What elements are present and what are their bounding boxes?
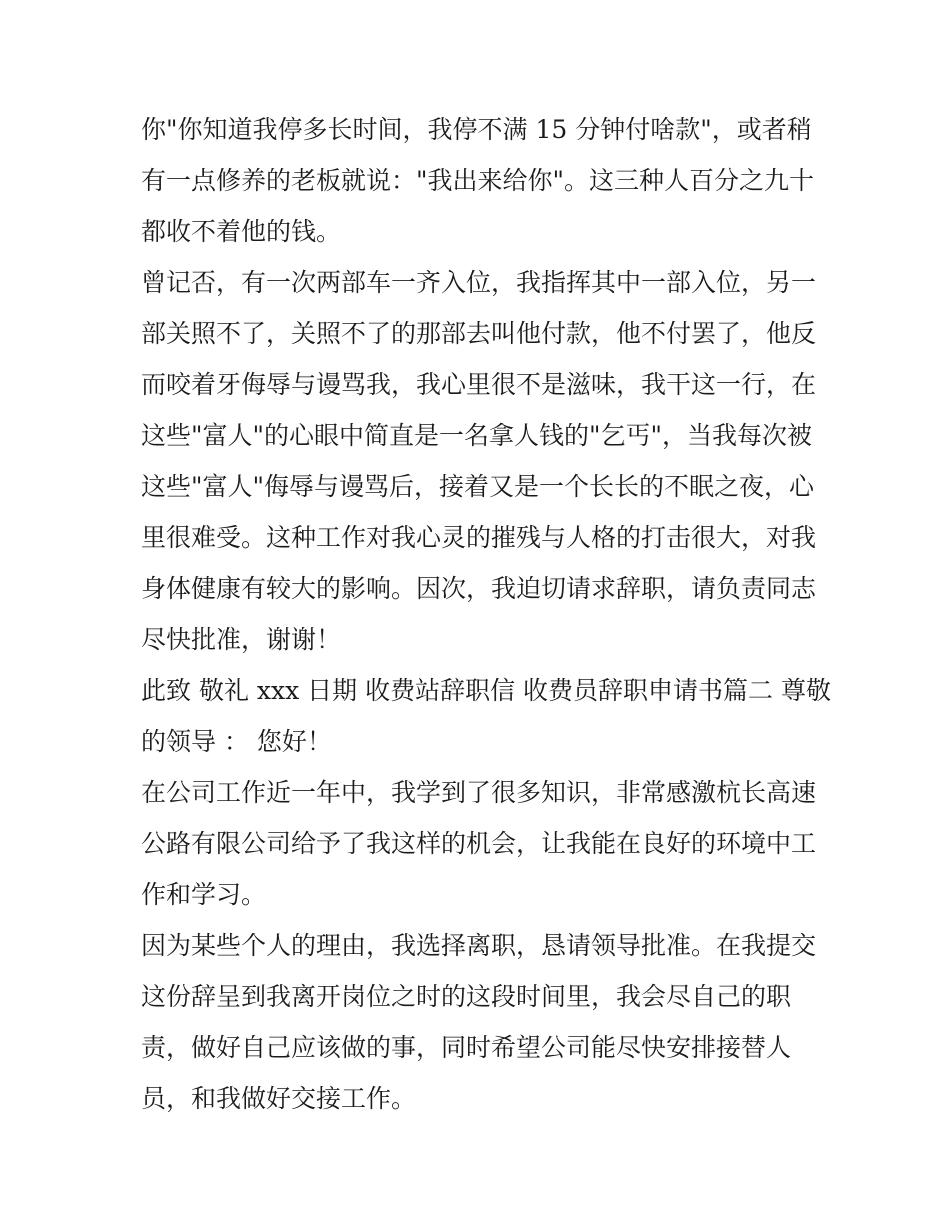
text-line: 因为某些个人的理由，我选择离职，恳请领导批准。在我提交 bbox=[141, 931, 817, 960]
text-line: 而咬着牙侮辱与谩骂我，我心里很不是滋味，我干这一行，在 bbox=[141, 370, 817, 399]
text-line: 里很难受。这种工作对我心灵的摧残与人格的打击很大，对我 bbox=[141, 523, 817, 552]
text-line: 你"你知道我停多长时间，我停不满 15 分钟付啥款"，或者稍 bbox=[141, 115, 812, 144]
text-line: 公路有限公司给予了我这样的机会，让我能在良好的环境中工 bbox=[141, 829, 817, 858]
text-line: 这些"富人"侮辱与谩骂后，接着又是一个长长的不眠之夜，心 bbox=[141, 472, 815, 501]
text-line: 的领导 ： 您好！ bbox=[141, 727, 332, 756]
text-line: 身体健康有较大的影响。因次，我迫切请求辞职，请负责同志 bbox=[141, 574, 817, 603]
text-line: 有一点修养的老板就说："我出来给你"。这三种人百分之九十 bbox=[141, 166, 815, 195]
text-line: 这份辞呈到我离开岗位之时的这段时间里，我会尽自己的职 bbox=[141, 982, 792, 1011]
text-line: 此致 敬礼 xxx 日期 收费站辞职信 收费员辞职申请书篇二 尊敬 bbox=[141, 676, 831, 705]
text-line: 这些"富人"的心眼中简直是一名拿人钱的"乞丐"，当我每次被 bbox=[141, 421, 812, 450]
text-line: 部关照不了，关照不了的那部去叫他付款，他不付罢了，他反 bbox=[141, 319, 817, 348]
text-line: 尽快批准，谢谢！ bbox=[141, 625, 342, 654]
text-line: 员，和我做好交接工作。 bbox=[141, 1084, 417, 1113]
document-body bbox=[141, 104, 831, 1124]
text-line: 作和学习。 bbox=[141, 880, 267, 909]
text-line: 责，做好自己应该做的事，同时希望公司能尽快安排接替人 bbox=[141, 1033, 792, 1062]
text-line: 在公司工作近一年中，我学到了很多知识，非常感激杭长高速 bbox=[141, 778, 817, 807]
text-line: 都收不着他的钱。 bbox=[141, 217, 342, 246]
text-line: 曾记否，有一次两部车一齐入位，我指挥其中一部入位，另一 bbox=[141, 268, 817, 297]
